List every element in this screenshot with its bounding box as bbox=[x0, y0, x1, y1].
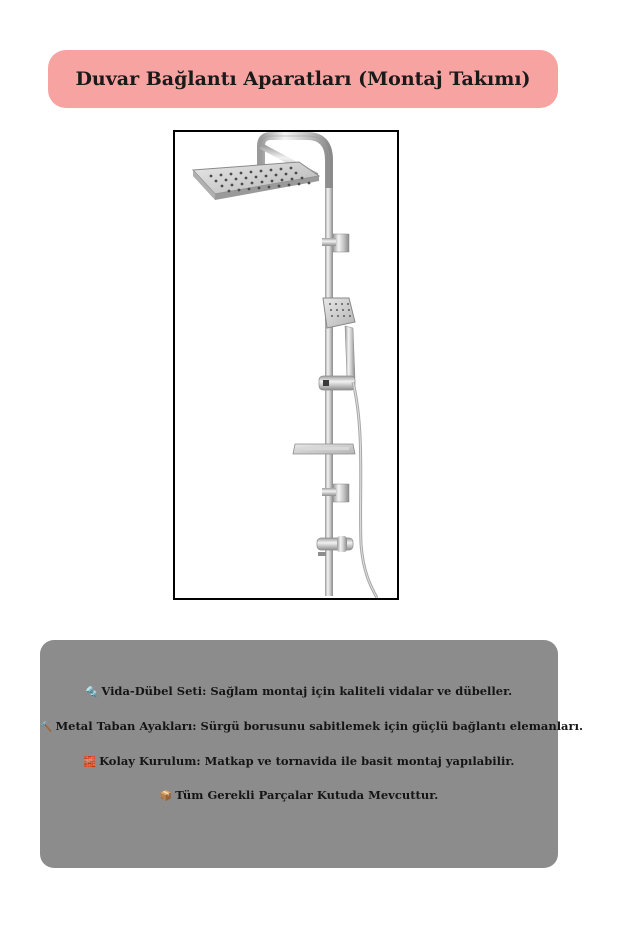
feature-easy-install bbox=[40, 754, 558, 768]
brick-icon: 🧱 bbox=[83, 757, 97, 768]
screw-icon: 🔩 bbox=[85, 687, 99, 698]
feature-all-parts bbox=[40, 788, 558, 802]
feature-screw-set bbox=[40, 684, 558, 698]
shower-column-icon bbox=[175, 132, 397, 598]
feature-metal-feet bbox=[40, 719, 583, 733]
title-banner bbox=[48, 50, 558, 108]
feature-text: Vida-Dübel Seti: Sağlam montaj için kaliteli vidalar ve dübeller. bbox=[101, 684, 513, 698]
box-icon: 📦 bbox=[159, 791, 173, 802]
feature-text: Kolay Kurulum: Matkap ve tornavida ile basit montaj yapılabilir. bbox=[99, 754, 515, 768]
page-title: Duvar Bağlantı Aparatları (Montaj Takımı) bbox=[75, 68, 531, 90]
product-photo-frame bbox=[173, 130, 399, 600]
feature-text: Tüm Gerekli Parçalar Kutuda Mevcuttur. bbox=[175, 788, 439, 802]
hammer-icon: 🔨 bbox=[40, 722, 53, 733]
features-panel bbox=[40, 640, 583, 868]
feature-text: Metal Taban Ayakları: Sürgü borusunu sabitlemek için güçlü bağlantı elemanları. bbox=[55, 719, 583, 733]
